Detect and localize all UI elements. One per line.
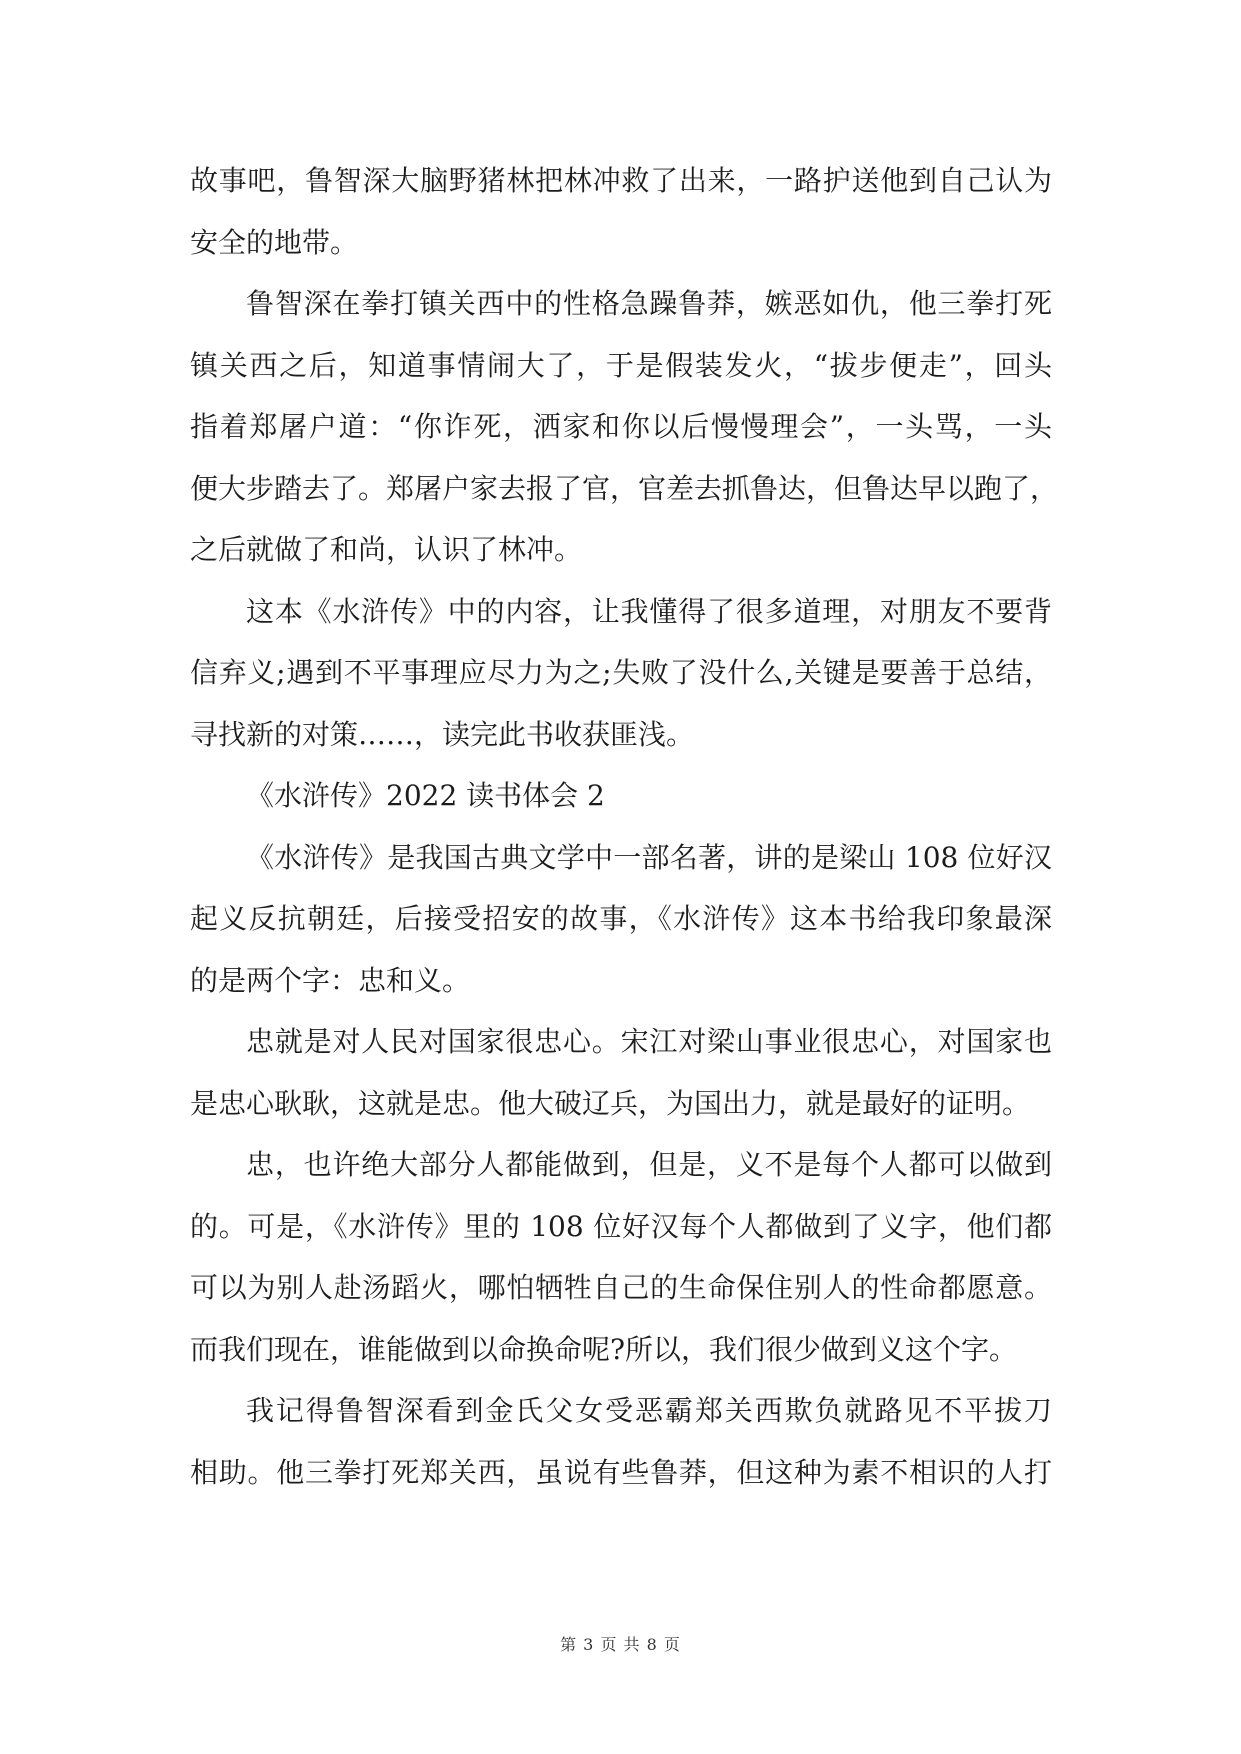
text-line: 《水浒传》2022 读书体会 2 <box>246 779 605 812</box>
text-line: 信弃义;遇到不平事理应尽力为之;失败了没什么,关键是要善于总结， <box>190 656 1052 689</box>
text-line: 指着郑屠户道：“你诈死，洒家和你以后慢慢理会”，一头骂，一头 <box>190 410 1052 443</box>
text-line: 而我们现在，谁能做到以命换命呢?所以，我们很少做到义这个字。 <box>190 1332 1018 1366</box>
text-line: 之后就做了和尚，认识了林冲。 <box>190 533 583 566</box>
text-line: 故事吧，鲁智深大脑野猪林把林冲救了出来，一路护送他到自己认为 <box>190 164 1052 197</box>
text-line: 的。可是，《水浒传》里的 108 位好汉每个人都做到了义字，他们都 <box>190 1209 1052 1243</box>
text-line: 我记得鲁智深看到金氏父女受恶霸郑关西欺负就路见不平拔刀 <box>246 1394 1052 1427</box>
text-line: 是忠心耿耿，这就是忠。他大破辽兵，为国出力，就是最好的证明。 <box>190 1086 1031 1120</box>
text-line: 安全的地带。 <box>190 225 359 259</box>
text-line: 寻找新的对策……，读完此书收获匪浅。 <box>190 717 695 751</box>
document-body <box>190 150 1059 1503</box>
page-number-footer: 第 3 页 共 8 页 <box>560 1635 681 1654</box>
text-line: 相助。他三拳打死郑关西，虽说有些鲁莽，但这种为素不相识的人打 <box>190 1455 1052 1489</box>
text-line: 便大步踏去了。郑屠户家去报了官，官差去抓鲁达，但鲁达早以跑了， <box>190 471 1059 505</box>
text-line: 《水浒传》是我国古典文学中一部名著，讲的是梁山 108 位好汉 <box>246 840 1052 874</box>
text-line: 这本《水浒传》中的内容，让我懂得了很多道理，对朋友不要背 <box>246 594 1052 628</box>
text-line: 可以为别人赴汤蹈火，哪怕牺牲自己的生命保住别人的性命都愿意。 <box>190 1271 1052 1304</box>
text-line: 忠就是对人民对国家很忠心。宋江对梁山事业很忠心，对国家也 <box>246 1025 1052 1058</box>
text-line: 镇关西之后，知道事情闹大了，于是假装发火，“拔步便走”，回头 <box>190 348 1052 382</box>
text-line: 起义反抗朝廷，后接受招安的故事，《水浒传》这本书给我印象最深 <box>190 902 1052 935</box>
text-line: 的是两个字：忠和义。 <box>190 963 471 997</box>
text-line: 鲁智深在拳打镇关西中的性格急躁鲁莽，嫉恶如仇，他三拳打死 <box>246 287 1052 320</box>
text-line: 忠，也许绝大部分人都能做到，但是，义不是每个人都可以做到 <box>246 1148 1052 1181</box>
